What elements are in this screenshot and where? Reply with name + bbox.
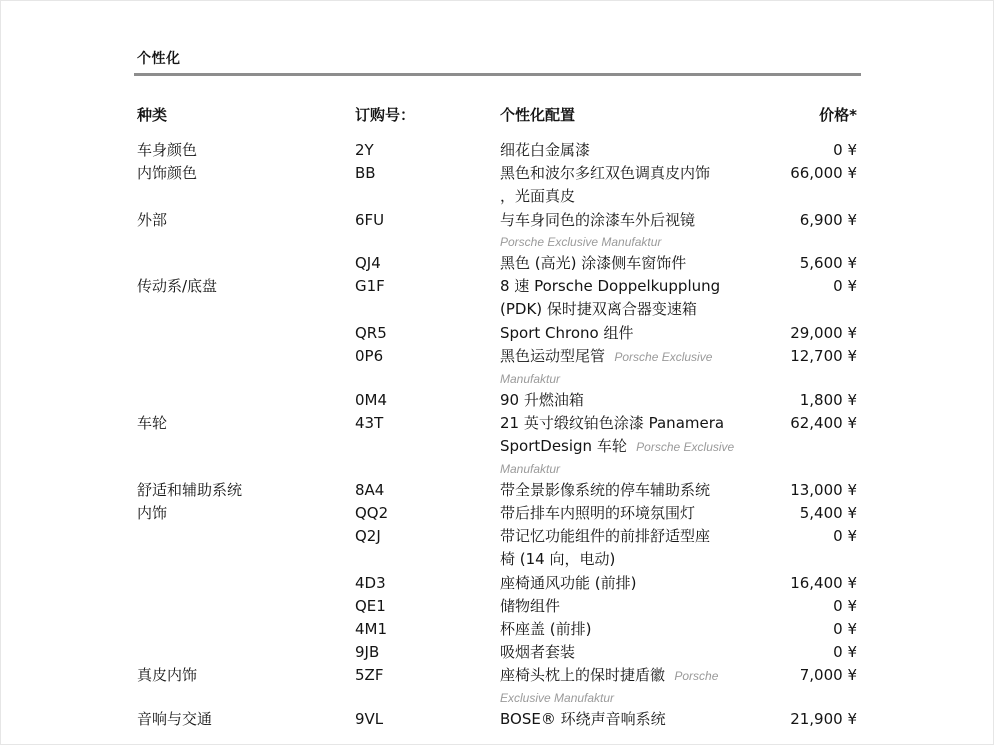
table-row bbox=[0, 322, 994, 345]
header-price: 价格* bbox=[819, 106, 857, 124]
manufaktur-note: Manufaktur bbox=[500, 461, 561, 476]
configuration-line: 黑色和波尔多红双色调真皮内饰 bbox=[500, 164, 711, 183]
table-row bbox=[0, 708, 994, 731]
configuration-line: 21 英寸缎纹铂色涂漆 Panamera bbox=[500, 413, 725, 432]
order-code-cell: QJ4 bbox=[355, 254, 381, 273]
price-cell: 0 ¥ bbox=[833, 527, 857, 546]
section-title: 个性化 bbox=[137, 51, 181, 67]
section-divider bbox=[134, 73, 861, 76]
configuration-line: 座椅头枕上的保时捷盾徽 Porsche bbox=[500, 666, 719, 685]
manufaktur-note: Porsche Exclusive Manufaktur bbox=[500, 234, 662, 249]
order-code-cell: 5ZF bbox=[355, 666, 384, 685]
order-code-cell: QR5 bbox=[355, 323, 387, 342]
category-cell: 外部 bbox=[137, 210, 168, 229]
configuration-line: 8 速 Porsche Doppelkupplung bbox=[500, 277, 721, 296]
order-code-cell: Q2J bbox=[355, 527, 381, 546]
table-row bbox=[0, 389, 994, 412]
price-cell: 62,400 ¥ bbox=[790, 413, 857, 432]
table-row bbox=[0, 502, 994, 525]
price-cell: 0 ¥ bbox=[833, 277, 857, 296]
manufaktur-note: Porsche Exclusive bbox=[632, 439, 735, 454]
configuration-line: 黑色运动型尾管 Porsche Exclusive bbox=[500, 347, 713, 366]
options-table bbox=[0, 139, 994, 731]
configuration-line: 带全景影像系统的停车辅助系统 bbox=[500, 480, 711, 499]
manufaktur-note: Porsche Exclusive bbox=[611, 350, 713, 365]
configuration-line: (PDK) 保时捷双离合器变速箱 bbox=[500, 300, 697, 319]
category-cell: 音响与交通 bbox=[137, 710, 213, 728]
configuration-line: 与车身同色的涂漆车外后视镜 bbox=[500, 210, 696, 229]
price-cell: 1,800 ¥ bbox=[799, 390, 857, 409]
order-code-cell: 9JB bbox=[355, 643, 380, 662]
order-code-cell: 43T bbox=[355, 413, 384, 432]
order-code-cell: 2Y bbox=[355, 141, 374, 159]
configuration-cell bbox=[500, 275, 740, 321]
order-code-cell: QQ2 bbox=[355, 503, 389, 522]
configuration-cell bbox=[500, 618, 740, 641]
price-cell: 0 ¥ bbox=[833, 596, 857, 615]
category-cell: 传动系/底盘 bbox=[137, 277, 218, 296]
order-code-cell: BB bbox=[355, 164, 376, 183]
table-row bbox=[0, 162, 994, 208]
category-cell: 内饰颜色 bbox=[137, 164, 198, 183]
configuration-line: ，光面真皮 bbox=[500, 187, 576, 206]
table-row bbox=[0, 479, 994, 502]
price-cell: 0 ¥ bbox=[833, 619, 857, 638]
configuration-line: BOSE® 环绕声音响系统 bbox=[500, 710, 666, 728]
configuration-line: SportDesign 车轮 Porsche Exclusive bbox=[500, 436, 735, 455]
table-row bbox=[0, 525, 994, 571]
configuration-line: 90 升燃油箱 bbox=[500, 390, 584, 409]
price-cell: 66,000 ¥ bbox=[790, 164, 857, 183]
category-cell: 真皮内饰 bbox=[137, 666, 198, 685]
configuration-line: 带记忆功能组件的前排舒适型座 bbox=[500, 527, 711, 546]
table-row bbox=[0, 209, 994, 253]
table-row bbox=[0, 275, 994, 321]
table-row bbox=[0, 641, 994, 664]
table-row bbox=[0, 572, 994, 595]
header-order-code: 订购号： bbox=[355, 106, 416, 124]
configuration-cell bbox=[500, 479, 740, 502]
price-cell: 0 ¥ bbox=[833, 643, 857, 662]
configuration-cell bbox=[500, 322, 740, 345]
configuration-cell bbox=[500, 139, 740, 162]
configuration-line: 椅 (14 向，电动) bbox=[500, 550, 616, 569]
configuration-cell bbox=[500, 209, 740, 252]
price-cell: 29,000 ¥ bbox=[790, 323, 857, 342]
order-code-cell: 8A4 bbox=[355, 480, 385, 499]
configuration-line: 座椅通风功能 (前排) bbox=[500, 573, 637, 592]
price-cell: 5,600 ¥ bbox=[799, 254, 857, 273]
configuration-cell bbox=[500, 412, 740, 479]
configuration-cell bbox=[500, 345, 740, 389]
configuration-line: 细花白金属漆 bbox=[500, 141, 591, 159]
price-cell: 16,400 ¥ bbox=[790, 573, 857, 592]
configuration-line: 储物组件 bbox=[500, 596, 561, 615]
configuration-cell bbox=[500, 502, 740, 525]
configuration-line: 带后排车内照明的环境氛围灯 bbox=[500, 503, 696, 522]
table-row bbox=[0, 252, 994, 275]
configuration-cell bbox=[500, 641, 740, 664]
configuration-cell bbox=[500, 389, 740, 412]
price-cell: 7,000 ¥ bbox=[799, 666, 857, 685]
configuration-cell bbox=[500, 252, 740, 275]
configuration-cell bbox=[500, 708, 740, 731]
table-row bbox=[0, 139, 994, 162]
header-category: 种类 bbox=[137, 106, 168, 124]
configuration-line: 杯座盖 (前排) bbox=[500, 619, 592, 638]
price-cell: 0 ¥ bbox=[833, 141, 857, 159]
price-cell: 21,900 ¥ bbox=[790, 710, 857, 728]
configuration-cell bbox=[500, 664, 740, 708]
order-code-cell: 0P6 bbox=[355, 347, 384, 366]
table-row bbox=[0, 664, 994, 708]
configuration-cell bbox=[500, 572, 740, 595]
table-row bbox=[0, 618, 994, 641]
order-code-cell: 4M1 bbox=[355, 619, 388, 638]
category-cell: 内饰 bbox=[137, 503, 168, 522]
configuration-cell bbox=[500, 595, 740, 618]
configuration-cell bbox=[500, 162, 740, 208]
manufaktur-note: Exclusive Manufaktur bbox=[500, 691, 615, 706]
order-code-cell: 0M4 bbox=[355, 390, 388, 409]
manufaktur-note: Porsche bbox=[671, 669, 719, 684]
configuration-line: Sport Chrono 组件 bbox=[500, 323, 634, 342]
order-code-cell: G1F bbox=[355, 277, 385, 296]
order-code-cell: 9VL bbox=[355, 710, 384, 728]
category-cell: 车轮 bbox=[137, 413, 168, 432]
order-code-cell: QE1 bbox=[355, 596, 386, 615]
category-cell: 车身颜色 bbox=[137, 141, 198, 159]
order-code-cell: 4D3 bbox=[355, 573, 386, 592]
table-row bbox=[0, 595, 994, 618]
price-cell: 13,000 ¥ bbox=[790, 480, 857, 499]
table-row bbox=[0, 412, 994, 479]
price-cell: 6,900 ¥ bbox=[799, 210, 857, 229]
header-configuration: 个性化配置 bbox=[500, 106, 576, 124]
order-code-cell: 6FU bbox=[355, 210, 385, 229]
configuration-cell bbox=[500, 525, 740, 571]
configuration-line: 黑色 (高光) 涂漆侧车窗饰件 bbox=[500, 254, 687, 273]
configuration-line: 吸烟者套装 bbox=[500, 643, 576, 662]
table-row bbox=[0, 345, 994, 389]
price-cell: 5,400 ¥ bbox=[799, 503, 857, 522]
manufaktur-note: Manufaktur bbox=[500, 372, 561, 387]
category-cell: 舒适和辅助系统 bbox=[137, 480, 243, 499]
price-cell: 12,700 ¥ bbox=[790, 347, 857, 366]
